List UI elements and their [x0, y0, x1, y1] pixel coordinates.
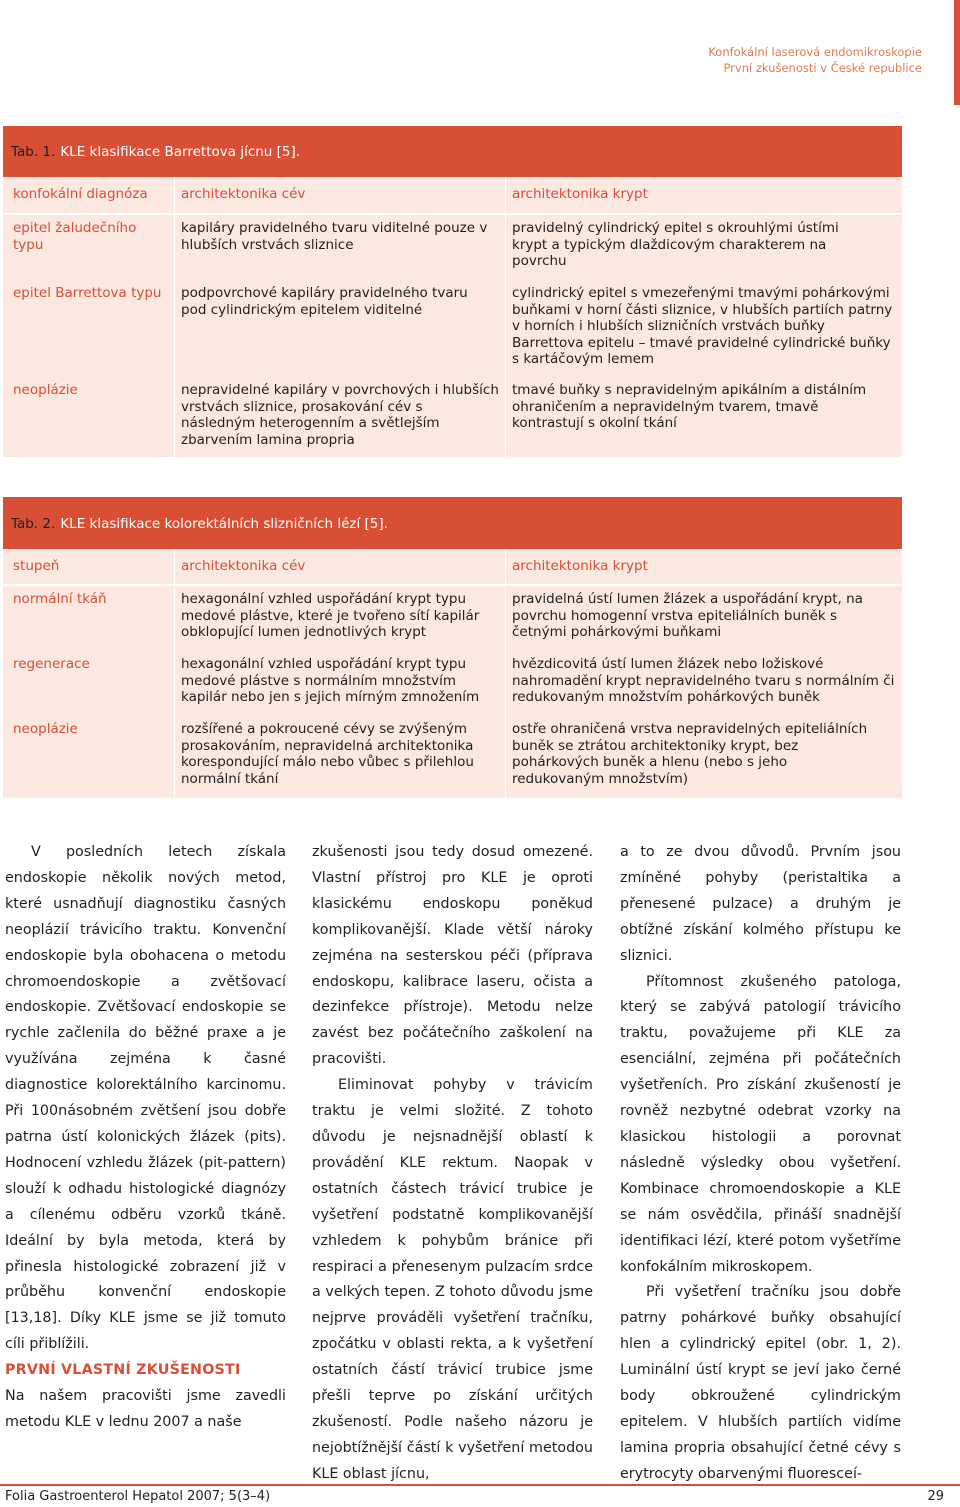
running-header-title: Konfokální laserová endomikroskopie	[708, 45, 922, 59]
page-number: 29	[927, 1489, 944, 1504]
table-1-row2-crypts: cylindrický epitel s vmezeřenými tmavými pohárkovými buňkami v horní části sliznice, v hlubších partiích patrny v horních i hlubších slizničních vrstvách buňky Barrettova epitelu – tmavé pravidelné cylindrické buňky s kartáčovým lemem	[512, 285, 893, 367]
table-2-header-crypts: architektonika krypt	[512, 558, 648, 574]
table-2-number: Tab. 2.	[11, 516, 56, 532]
row-divider	[3, 213, 902, 215]
column-divider	[174, 177, 175, 457]
journal-citation: Folia Gastroenterol Hepatol 2007; 5(3–4)	[5, 1489, 271, 1504]
column-divider	[505, 549, 506, 798]
section-heading: PRVNÍ VLASTNÍ ZKUŠENOSTI	[5, 1362, 241, 1379]
body-paragraph: V posledních letech získala endoskopie několik nových metod, které usnadňují diagnostiku časných neoplázií trávicího traktu. Konvenční endoskopie byla obohacena o metodu chromoendoskopie a zvětšovací endoskopie. Zvětšovací endoskopie se rychle začlenila do běžné praxe a je využívána zejména k časné diagnostice kolorektálního karcinomu. Při 100násobném zvětšení jsou dobře patrna ústí kolonických žlázek (pits). Hodnocení vzhledu žlázek (pit-pattern) slouží k odhadu histologické diagnózy a cílenému odběru vzorků tkáně. Ideální by byla metoda, která by přinesla histologické zobrazení již v průběhu konvenční endoskopie [13,18]. Díky KLE jsme se již tomuto cíli přiblížili.	[5, 844, 286, 1353]
table-1-row1-label: epitel žaludečního typu	[13, 220, 137, 253]
table-1-header-diagnosis: konfokální diagnóza	[13, 186, 148, 202]
table-2-row3-crypts: ostře ohraničená vrstva nepravidelných epiteliálních buněk se ztrátou architektoniky krypt, bez pohárkových buněk a hlenu (nebo s jeho redukovaným množstvím)	[512, 721, 868, 787]
table-1-header-crypts: architektonika krypt	[512, 186, 648, 202]
body-paragraph: zkušenosti jsou tedy dosud omezené. Vlastní přístroj pro KLE je oproti klasickému endoskopu poněkud komplikovanější. Klade větší nároky zejména na sesterskou péči (příprava endoskopu, kalibrace laseru, očista a dezinfekce přístroje). Metodu nelze zavést bez počátečního zaškolení na pracovišti.	[312, 844, 593, 1068]
table-2-caption	[3, 497, 902, 549]
table-1	[3, 126, 902, 457]
table-2-row1-vessels: hexagonální vzhled uspořádání krypt typu medové plástve, které je tvořeno sítí kapilár obklopující lumen jednotlivých krypt	[181, 591, 480, 640]
body-column-1	[5, 840, 286, 1436]
table-2-header-grade: stupeň	[13, 558, 60, 574]
table-2-row2-vessels: hexagonální vzhled uspořádání krypt typu medové plástve s normálním množstvím kapilár nebo jen s jejich mírným zmnožením	[181, 656, 480, 705]
table-2-row2-crypts: hvězdicovitá ústí lumen žlázek nebo ložiskové nahromadění krypt nepravidelného tvaru s normálním či redukovaným množstvím pohárkových buněk	[512, 656, 895, 705]
table-1-row1-vessels: kapiláry pravidelného tvaru viditelné pouze v hlubších vrstvách sliznice	[181, 220, 488, 253]
table-2-title: KLE klasifikace kolorektálních slizničních lézí [5].	[60, 516, 388, 532]
table-1-row1-crypts: pravidelný cylindrický epitel s okrouhlými ústími krypt a typickým dlaždicovým charakterem na povrchu	[512, 220, 839, 269]
column-divider	[174, 549, 175, 798]
table-2-row1-label: normální tkáň	[13, 591, 107, 607]
body-paragraph: Na našem pracovišti jsme zavedli metodu KLE v lednu 2007 a naše	[5, 1388, 286, 1430]
body-paragraph: a to ze dvou důvodů. Prvním jsou zmíněné pohyby (peristaltika a přenesené pulzace) a druhým je obtížné získání kolmého přístupu ke sliznici.	[620, 844, 901, 964]
table-1-row3-crypts: tmavé buňky s nepravidelným apikálním a distálním ohraničením a nepravidelným tvarem, tmavě kontrastují s okolní tkání	[512, 382, 867, 431]
table-1-row3-vessels: nepravidelné kapiláry v povrchových i hlubších vrstvách sliznice, prosakování cév s následným heterogenním a světlejším zbarvením lamina propria	[181, 382, 499, 448]
table-2-row1-crypts: pravidelná ústí lumen žlázek a uspořádání krypt, na povrchu homogenní vrstva epiteliálních buněk s četnými pohárkovými buňkami	[512, 591, 863, 640]
table-2	[3, 497, 902, 798]
body-paragraph: Eliminovat pohyby v trávicím traktu je velmi složité. Z tohoto důvodu je nejsnadnější oblastí k provádění KLE rektum. Naopak v ostatních částech trávicí trubice je vyšetření podstatně komplikovanější vzhledem k pohybům bránice při respiraci a přenesenym pulzacím srdce a velkých tepen. Z tohoto důvodu jsme nejprve prováděli vyšetření tračníku, zpočátku v oblasti rekta, a k vyšetření ostatních částí trávicí trubice jsme přešli teprve po získání určitých zkušeností. Podle našeho názoru je nejobtížnější částí k vyšetření metodou KLE oblast jícnu,	[312, 1077, 593, 1482]
table-1-title: KLE klasifikace Barrettova jícnu [5].	[60, 144, 301, 160]
table-2-header-vessels: architektonika cév	[181, 558, 306, 574]
footer-rule	[0, 1484, 960, 1486]
column-divider	[505, 177, 506, 457]
body-paragraph: Přítomnost zkušeného patologa, který se zabývá patologií trávicího traktu, považujeme při KLE za esenciální, zejména při počátečních vyšetřeních. Pro získání zkušeností je rovněž nezbytné odebrat vzorky na klasickou histologii a porovnat následně výsledky obou vyšetření. Kombinace chromoendoskopie a KLE se nám osvědčila, přináší snadnější identifikaci lézí, které potom vyšetříme konfokálním mikroskopem.	[620, 973, 901, 1275]
body-column-3	[620, 840, 901, 1488]
table-2-row3-label: neoplázie	[13, 721, 78, 737]
body-paragraph: Při vyšetření tračníku jsou dobře patrny pohárkové buňky obsahující hlen a cylindrický epitel (obr. 1, 2). Luminální ústí krypt se jeví jako černé body obkroužené cylindrickým epitelem. V hlubších partiích vidíme lamina propria obsahující četné cévy s erytrocyty obarvenými fluoresceí-	[620, 1284, 901, 1482]
running-header-subtitle: První zkušenosti v České republice	[723, 61, 922, 75]
table-2-row3-vessels: rozšířené a pokroucené cévy se zvýšeným prosakováním, nepravidelná architektonika korespondující málo nebo vůbec s přilehlou normální tkání	[181, 721, 474, 787]
table-2-row2-label: regenerace	[13, 656, 90, 672]
table-1-caption	[3, 126, 902, 177]
row-divider	[3, 584, 902, 586]
corner-accent-bar	[954, 0, 960, 105]
table-1-number: Tab. 1.	[11, 144, 56, 160]
table-1-row2-label: epitel Barrettova typu	[13, 285, 162, 301]
table-1-row3-label: neoplázie	[13, 382, 78, 398]
table-1-row2-vessels: podpovrchové kapiláry pravidelného tvaru pod cylindrickým epitelem viditelné	[181, 285, 468, 318]
body-column-2	[312, 840, 593, 1488]
table-1-header-vessels: architektonika cév	[181, 186, 306, 202]
